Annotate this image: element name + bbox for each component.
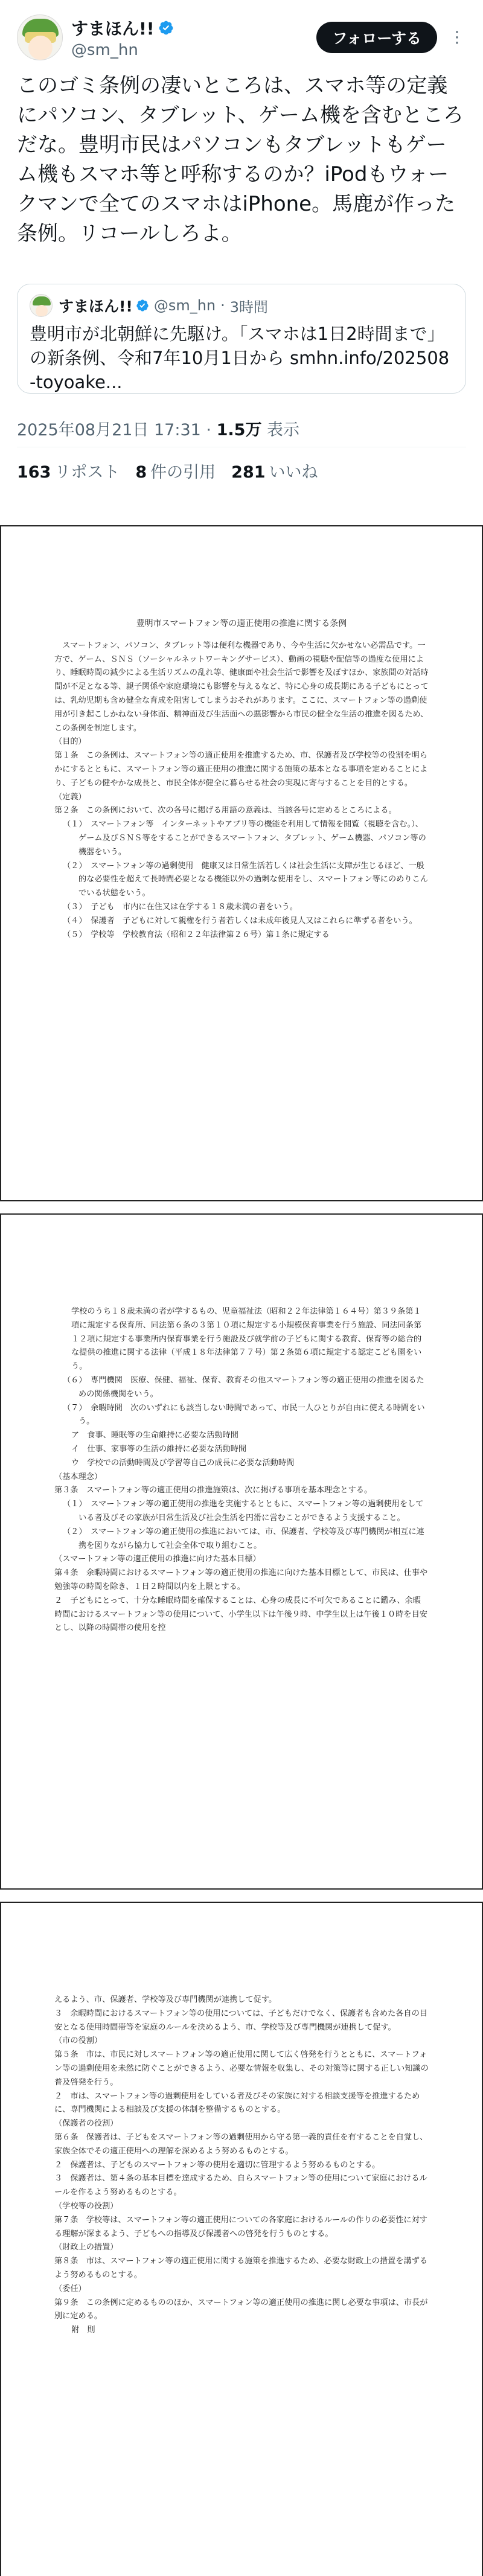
ordinance-title: 豊明市スマートフォン等の適正使用の推進に関する条例 <box>136 619 347 628</box>
article-6-3: ３ 保護者は、第４条の基本目標を達成するため、自らスマートフォン等の使用について家庭におけるルールを作るよう努めるものとする。 <box>54 2174 427 2197</box>
page-2-content <box>54 1305 429 1635</box>
heading-city-role: （市の役割） <box>54 2036 103 2046</box>
views-count: 1.5万 <box>216 421 262 439</box>
tweet-text: このゴミ条例の凄いところは、スマホ等の定義にパソコン、タブレット、ゲーム機を含むところだな。豊明市民はパソコンもタブレットもゲーム機もスマホ等と呼称するのか？iPodもウォークマンで全てのスマホはiPhone。馬鹿が作った条例。リコールしろよ。 <box>17 74 464 246</box>
avatar[interactable] <box>17 14 63 60</box>
ordinance-page-2[interactable] <box>0 1213 483 1890</box>
likes-stat[interactable]: 281 いいね <box>231 463 318 482</box>
heading-school-role: （学校等の役割） <box>54 2201 118 2211</box>
handle[interactable]: @sm_hn <box>71 41 138 59</box>
quoted-text <box>30 322 453 394</box>
article-4: 第４条 余暇時間におけるスマートフォン等の適正使用の推進に向けた基本目標として、市民は、仕事や勉強等の時間を除き、１日２時間以内を上限とする。 <box>54 1568 428 1591</box>
page-3-content <box>54 1993 429 2338</box>
supplementary-provisions: 附 則 <box>71 2325 95 2335</box>
definition-3: （３） 子ども 市内に在住又は在学する１８歳未満の者をいう。 <box>63 902 298 912</box>
definition-2: （２） スマートフォン等の過剰使用 健康又は日常生活若しくは社会生活に支障が生じるほど、一般的な必要性を超えて長時間必要となる機能以外の過剰な使用をし、スマートフォン等にのめりこんでいる状態をいう。 <box>63 861 428 898</box>
article-3: 第３条 スマートフォン等の適正使用の推進施策は、次に掲げる事項を基本理念とする。 <box>54 1486 373 1495</box>
article-6: 第６条 保護者は、子どもをスマートフォン等の過剰使用から守る第一義的責任を有することを自覚し、家族全体でその適正使用への理解を深めるよう努めるものとする。 <box>54 2132 428 2156</box>
quoted-display-name: すまほん!! <box>59 298 133 315</box>
definition-7-i: イ 仕事、家事等の生活の維持に必要な活動時間 <box>71 1444 247 1454</box>
more-dots-icon[interactable]: ⋮ <box>449 28 465 46</box>
definition-5: （５） 学校等 学校教育法（昭和２２年法律第２６号）第１条に規定する <box>63 930 330 939</box>
page-1-content <box>54 617 429 942</box>
heading-purpose: （目的） <box>54 737 86 747</box>
article-9: 第９条 この条例に定めるもののほか、スマートフォン等の適正使用の推進に関し必要な事項は、市長が別に定める。 <box>54 2298 428 2321</box>
heading-delegation: （委任） <box>54 2284 86 2293</box>
definition-5-cont: 学校のうち１８歳未満の者が学するもの、児童福祉法（昭和２２年法律第１６４号）第３９条第１項に規定する保育所、同法第６条の３第１０項に規定する小規模保育事業を行う施設、同法同条第１２項に規定する事業所内保育事業を行う施設及び就学前の子どもに関する教育、保育等の総合的な提供の推進に関する法律（平成１８年法律第７７号）第２条第６項に規定する認定こども園をいう。 <box>71 1307 422 1372</box>
definition-1: （１） スマートフォン等 インターネットやアプリ等の機能を利用して情報を閲覧（視聴を含む。）、ゲーム及びＳＮＳ等をすることができるスマートフォン、タブレット、ゲーム機器、パソコン等の機器をいう。 <box>63 820 426 857</box>
heading-guardian-role: （保護者の役割） <box>54 2119 118 2129</box>
timestamp-dot: · <box>206 421 212 439</box>
article-6-2: ２ 保護者は、子どものスマートフォン等の使用を適切に管理するよう努めるものとする。 <box>54 2160 380 2170</box>
preamble: スマートフォン、パソコン、タブレット等は便利な機器であり、今や生活に欠かせない必需品です。一方で、ゲーム、ＳＮＳ（ソーシャルネットワーキングサービス）、動画の視聴や配信等の過度な使用により、睡眠時間の減少による生活リズムの乱れ等、健康面や社会生活で影響を及ぼすほか、家族間の対話時間が不足となる等、親子関係や家庭環境にも影響を与えるなど、特に心身の成長期にある子どもにとっては、乳幼児期も含め健全な育成を阻害してしまうおそれがあります。ここに、スマートフォン等の過剰使用が引き起こしかねない身体面、精神面及び生活面への悪影響から市民の健全な生活の推進を図るため、この条例を制定します。 <box>54 641 429 733</box>
quoted-separator: · <box>220 297 225 314</box>
quoted-link[interactable]: smhn.info/202508-toyoake... <box>30 348 450 392</box>
definition-7-u: ウ 学校での活動時間及び学習等自己の成長に必要な活動時間 <box>71 1458 295 1468</box>
definition-4: （４） 保護者 子どもに対して親権を行う者若しくは未成年後見人又はこれらに準ずる者をいう。 <box>63 916 417 925</box>
article-7: 第７条 学校等は、スマートフォン等の適正使用についての各家庭におけるルールの作りの必要性に対する理解が深まるよう、子どもへの指導及び保護者への啓発を行うものとする。 <box>54 2215 427 2239</box>
article-4-3: ３ 余暇時間におけるスマートフォン等の使用については、子どもだけでなく、保護者も含めた各自の目安となる使用時間帯等を家庭のルールを決めるよう、市、学校等及び専門機関が連携して促す。 <box>54 2009 427 2032</box>
engagement-stats <box>17 459 334 482</box>
quotes-stat[interactable]: 8 件の引用 <box>135 463 216 482</box>
retweets-stat[interactable]: 163 リポスト <box>17 463 120 482</box>
article-5-2: ２ 市は、スマートフォン等の過剰使用をしている者及びその家族に対する相談支援等を推進するために、専門機関による相談及び支援の体制を整備するものとする。 <box>54 2091 420 2115</box>
quoted-time: 3時間 <box>229 298 269 316</box>
display-name[interactable]: すまほん!! <box>71 19 155 39</box>
article-5: 第５条 市は、市民に対しスマートフォン等の適正使用に関して広く啓発を行うとともに、スマートフォン等の過剰使用を未然に防ぐことができるよう、必要な情報を収集し、その対策等に関する正しい知識の普及啓発を行う。 <box>54 2050 429 2087</box>
article-4-2: ２ 子どもにとって、十分な睡眠時間を確保することは、心身の成長に不可欠であることに鑑み、余暇時間におけるスマートフォン等の使用について、小学生以下は午後９時、中学生以上は午後１０時を目安とし、以降の時間帯の使用を控 <box>54 1596 427 1633</box>
quoted-handle: @sm_hn <box>153 297 216 314</box>
article-2: 第２条 この条例において、次の各号に掲げる用語の意義は、当該各号に定めるところによる。 <box>54 806 397 816</box>
principle-1: （１） スマートフォン等の適正使用の推進を実施するとともに、スマートフォン等の過剰使用をしている者及びその家族が日常生活及び社会生活を円滑に営むことができるよう支援すること。 <box>63 1500 424 1523</box>
quoted-tweet-header <box>30 294 453 317</box>
tweet-header <box>17 13 466 62</box>
timestamp-text[interactable]: 2025年08月21日 17:31 <box>17 421 201 439</box>
definition-6: （６） 専門機関 医療、保健、福祉、保育、教育その他スマートフォン等の適正使用の推進を図るための関係機関をいう。 <box>63 1375 424 1399</box>
quoted-body: 豊明市が北朝鮮に先駆け。「スマホは1日2時間まで」の新条例、令和7年10月1日から <box>30 324 445 368</box>
quoted-avatar <box>30 294 53 317</box>
definition-7: （７） 余暇時間 次のいずれにも該当しない時間であって、市民一人ひとりが自由に使える時間をいう。 <box>63 1403 425 1427</box>
heading-principles: （基本理念） <box>54 1472 103 1481</box>
article-8: 第８条 市は、スマートフォン等の適正使用に関する施策を推進するため、必要な財政上の措置を講ずるよう努めるものとする。 <box>54 2257 427 2280</box>
article-1: 第１条 この条例は、スマートフォン等の適正使用を推進するため、市、保護者及び学校等の役割を明らかにするとともに、スマートフォン等の適正使用の推進に関する施策の基本となる事項を定めることにより、子どもの健やかな成長と、市民全体が健全に暮らせる社会の実現に寄与することを目的とする。 <box>54 751 428 788</box>
heading-finance: （財政上の措置） <box>54 2243 118 2252</box>
follow-button[interactable]: フォローする <box>316 22 437 53</box>
definition-7-a: ア 食事、睡眠等の生命維持に必要な活動時間 <box>71 1431 238 1440</box>
heading-definitions: （定義） <box>54 792 86 802</box>
tweet-timestamp <box>17 417 299 440</box>
verified-badge-icon <box>158 20 174 36</box>
ordinance-page-1[interactable] <box>0 525 483 1201</box>
article-4-2-cont: えるよう、市、保護者、学校等及び専門機関が連携して促す。 <box>54 1995 277 2004</box>
author-names <box>71 16 316 59</box>
quoted-tweet-card[interactable] <box>17 284 466 394</box>
verified-badge-icon <box>136 299 149 312</box>
views-label: 表示 <box>267 421 300 439</box>
principle-2: （２） スマートフォン等の適正使用の推進においては、市、保護者、学校等及び専門機関が相互に連携を図りながら協力して社会全体で取り組むこと。 <box>63 1527 424 1550</box>
heading-targets: （スマートフォン等の適正使用の推進に向けた基本目標） <box>54 1555 261 1564</box>
ordinance-page-3[interactable] <box>0 1902 483 2576</box>
